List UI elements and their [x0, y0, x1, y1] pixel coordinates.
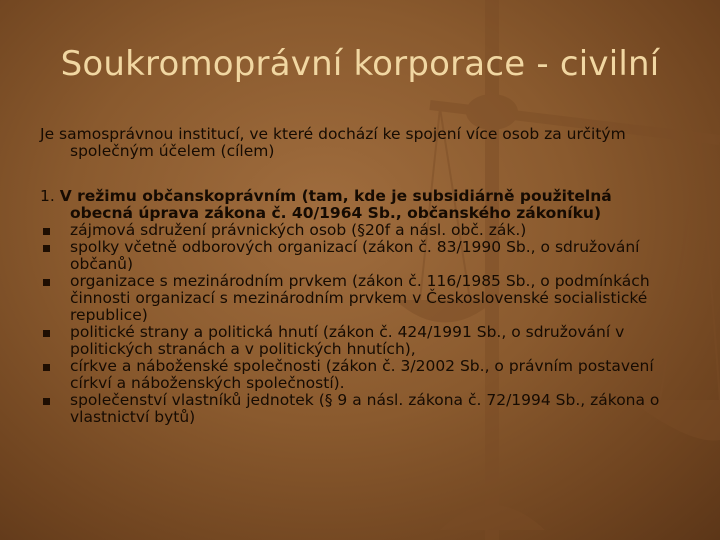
- list-item-text: společenství vlastníků jednotek (§ 9 a násl. zákona č. 72/1994 Sb., zákona o vlastnictví bytů): [70, 391, 660, 426]
- intro-text: Je samosprávnou institucí, ve které dochází ke spojení více osob za určitým společným účelem (cílem): [40, 125, 626, 160]
- list-item: [40, 392, 680, 426]
- square-bullet-icon: [43, 279, 50, 286]
- section-number: 1.: [40, 187, 55, 205]
- list-item-text: církve a náboženské společnosti (zákon č. 3/2002 Sb., o právním postavení církví a náboženských společností).: [70, 357, 654, 392]
- square-bullet-icon: [43, 364, 50, 371]
- list-item: [40, 324, 680, 358]
- list-item: [40, 358, 680, 392]
- list-item: [40, 239, 680, 273]
- list-item: [40, 273, 680, 324]
- slide-body: [40, 126, 680, 426]
- list-item-text: zájmová sdružení právnických osob (§20f a násl. obč. zák.): [70, 221, 527, 239]
- section-heading: [40, 188, 680, 222]
- square-bullet-icon: [43, 228, 50, 235]
- bullet-list: [40, 222, 680, 426]
- square-bullet-icon: [43, 398, 50, 405]
- list-item-text: spolky včetně odborových organizací (zákon č. 83/1990 Sb., o sdružování občanů): [70, 238, 640, 273]
- list-item: [40, 222, 680, 239]
- list-item-text: organizace s mezinárodním prvkem (zákon č. 116/1985 Sb., o podmínkách činnosti organizací s mezinárodním prvkem v Československé socialistické republice): [70, 272, 650, 324]
- section-heading-text: V režimu občanskoprávním (tam, kde je subsidiárně použitelná obecná úprava zákona č. 40/1964 Sb., občanského zákoníku): [59, 187, 612, 222]
- slide-title: Soukromoprávní korporace - civilní: [60, 44, 660, 84]
- square-bullet-icon: [43, 330, 50, 337]
- list-item-text: politické strany a politická hnutí (zákon č. 424/1991 Sb., o sdružování v politických stranách a v politických hnutích),: [70, 323, 625, 358]
- square-bullet-icon: [43, 245, 50, 252]
